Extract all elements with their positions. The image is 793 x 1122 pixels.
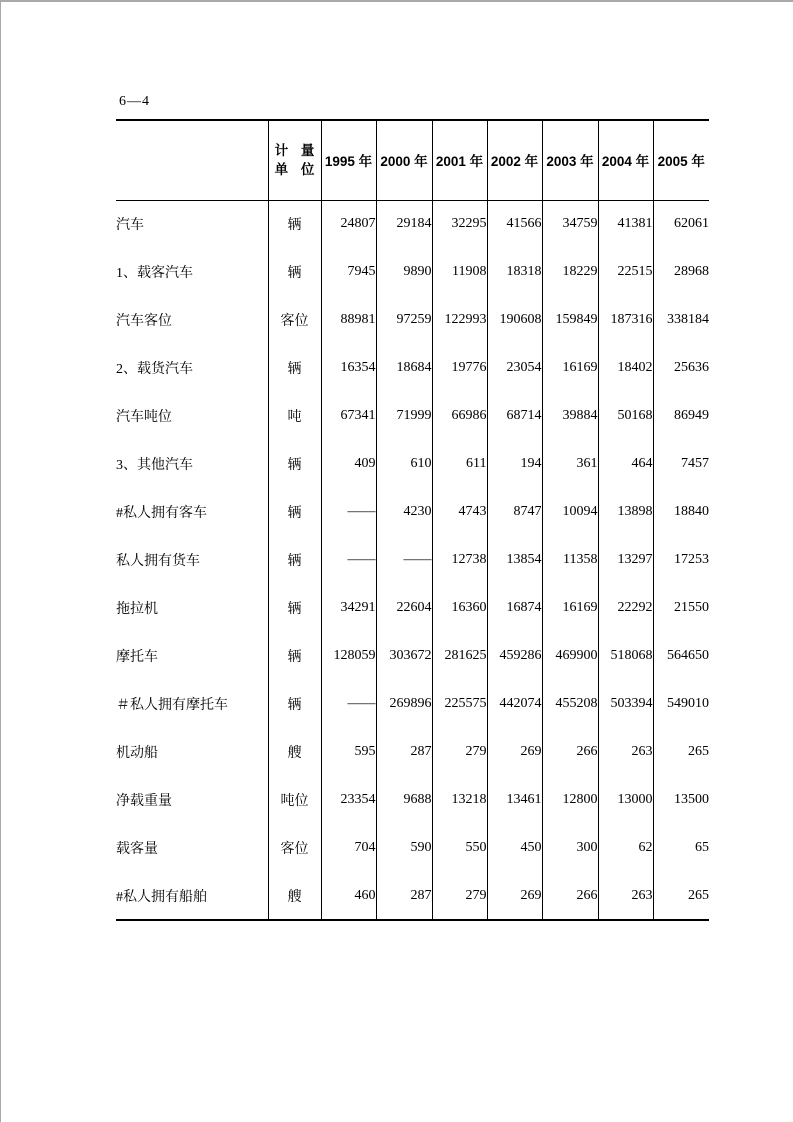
table-row <box>116 728 709 776</box>
row-value: 71999 <box>376 392 432 440</box>
row-unit: 客位 <box>268 824 321 872</box>
row-value: 281625 <box>432 632 487 680</box>
row-label: 2、载货汽车 <box>116 362 193 377</box>
row-value: 11908 <box>432 248 487 296</box>
vehicle-statistics-table <box>116 119 709 921</box>
row-value: 9890 <box>376 248 432 296</box>
row-label: 汽车客位 <box>116 314 172 329</box>
row-value: 469900 <box>542 632 598 680</box>
row-value: 7457 <box>653 440 709 488</box>
table-row <box>116 680 709 728</box>
row-value: 122993 <box>432 296 487 344</box>
table-row <box>116 440 709 488</box>
unit-header-line1: 计 量 <box>274 143 315 159</box>
row-label: #私人拥有客车 <box>116 506 207 521</box>
row-value: —— <box>376 536 432 584</box>
row-label: 摩托车 <box>116 650 158 665</box>
row-value: 34291 <box>321 584 376 632</box>
row-value: 32295 <box>432 200 487 248</box>
row-label: 汽车吨位 <box>116 410 172 425</box>
row-value: 287 <box>376 728 432 776</box>
table-row <box>116 200 709 248</box>
row-value: 16874 <box>487 584 542 632</box>
row-value: 263 <box>598 872 653 920</box>
row-value: 503394 <box>598 680 653 728</box>
row-value: 409 <box>321 440 376 488</box>
year-column-header-1995: 1995 年 <box>321 120 376 200</box>
row-value: 610 <box>376 440 432 488</box>
table-row <box>116 296 709 344</box>
row-unit: 客位 <box>268 296 321 344</box>
year-column-header-2005: 2005 年 <box>653 120 709 200</box>
row-value: 67341 <box>321 392 376 440</box>
row-value: 518068 <box>598 632 653 680</box>
row-value: 269 <box>487 872 542 920</box>
table-row <box>116 344 709 392</box>
row-value: 65 <box>653 824 709 872</box>
row-value: 24807 <box>321 200 376 248</box>
header-row <box>116 120 709 200</box>
row-value: 13000 <box>598 776 653 824</box>
row-value: 23054 <box>487 344 542 392</box>
row-value: 86949 <box>653 392 709 440</box>
table-row <box>116 248 709 296</box>
table-row <box>116 824 709 872</box>
row-unit: 辆 <box>268 200 321 248</box>
row-value: 10094 <box>542 488 598 536</box>
row-value: 450 <box>487 824 542 872</box>
row-value: 17253 <box>653 536 709 584</box>
row-value: 194 <box>487 440 542 488</box>
row-value: 300 <box>542 824 598 872</box>
row-value: 19776 <box>432 344 487 392</box>
row-value: 13461 <box>487 776 542 824</box>
row-value: 13218 <box>432 776 487 824</box>
row-unit: 辆 <box>268 440 321 488</box>
row-value: 21550 <box>653 584 709 632</box>
row-value: 266 <box>542 728 598 776</box>
row-value: 25636 <box>653 344 709 392</box>
row-value: 265 <box>653 872 709 920</box>
row-value: 62061 <box>653 200 709 248</box>
table-row <box>116 584 709 632</box>
table-row <box>116 536 709 584</box>
table-row <box>116 872 709 920</box>
row-value: 704 <box>321 824 376 872</box>
row-value: 595 <box>321 728 376 776</box>
row-value: 4230 <box>376 488 432 536</box>
row-value: 464 <box>598 440 653 488</box>
row-unit: 艘 <box>268 728 321 776</box>
row-unit: 吨 <box>268 392 321 440</box>
row-value: —— <box>321 488 376 536</box>
row-value: 97259 <box>376 296 432 344</box>
row-value: 18318 <box>487 248 542 296</box>
row-value: 550 <box>432 824 487 872</box>
row-value: 18229 <box>542 248 598 296</box>
year-column-header-2004: 2004 年 <box>598 120 653 200</box>
row-value: 460 <box>321 872 376 920</box>
row-value: 41566 <box>487 200 542 248</box>
row-value: 564650 <box>653 632 709 680</box>
row-value: 287 <box>376 872 432 920</box>
row-label: 汽车 <box>116 218 144 234</box>
row-value: 39884 <box>542 392 598 440</box>
row-value: 128059 <box>321 632 376 680</box>
table-body <box>116 200 709 920</box>
row-value: 269896 <box>376 680 432 728</box>
row-value: 23354 <box>321 776 376 824</box>
table-row <box>116 392 709 440</box>
row-unit: 辆 <box>268 584 321 632</box>
row-value: 159849 <box>542 296 598 344</box>
row-label: 机动船 <box>116 746 158 761</box>
row-value: 88981 <box>321 296 376 344</box>
row-unit: 辆 <box>268 344 321 392</box>
row-label: 1、载客汽车 <box>116 266 193 281</box>
year-column-header-2001: 2001 年 <box>432 120 487 200</box>
row-value: 16169 <box>542 344 598 392</box>
row-value: 303672 <box>376 632 432 680</box>
row-unit: 辆 <box>268 680 321 728</box>
row-value: 41381 <box>598 200 653 248</box>
row-value: 279 <box>432 728 487 776</box>
row-value: 13297 <box>598 536 653 584</box>
row-label: 载客量 <box>116 842 158 857</box>
row-value: 12800 <box>542 776 598 824</box>
row-value: 459286 <box>487 632 542 680</box>
row-value: 16169 <box>542 584 598 632</box>
row-value: 549010 <box>653 680 709 728</box>
row-unit: 艘 <box>268 872 321 920</box>
year-column-header-2003: 2003 年 <box>542 120 598 200</box>
row-unit: 辆 <box>268 632 321 680</box>
row-value: 18840 <box>653 488 709 536</box>
row-value: —— <box>321 536 376 584</box>
row-value: 22292 <box>598 584 653 632</box>
row-value: 190608 <box>487 296 542 344</box>
row-value: 13898 <box>598 488 653 536</box>
row-unit: 辆 <box>268 536 321 584</box>
row-value: 28968 <box>653 248 709 296</box>
table-row <box>116 488 709 536</box>
row-label: 拖拉机 <box>116 602 158 617</box>
row-value: 66986 <box>432 392 487 440</box>
row-unit: 辆 <box>268 488 321 536</box>
row-value: —— <box>321 680 376 728</box>
year-column-header-2002: 2002 年 <box>487 120 542 200</box>
table-row <box>116 632 709 680</box>
row-value: 266 <box>542 872 598 920</box>
row-value: 29184 <box>376 200 432 248</box>
row-value: 16354 <box>321 344 376 392</box>
row-value: 265 <box>653 728 709 776</box>
row-value: 22604 <box>376 584 432 632</box>
unit-header-line2: 单 位 <box>274 162 315 178</box>
row-value: 263 <box>598 728 653 776</box>
row-unit: 吨位 <box>268 776 321 824</box>
row-value: 11358 <box>542 536 598 584</box>
row-value: 68714 <box>487 392 542 440</box>
row-label: #私人拥有船舶 <box>116 889 207 905</box>
row-value: 50168 <box>598 392 653 440</box>
row-value: 9688 <box>376 776 432 824</box>
row-value: 18684 <box>376 344 432 392</box>
table-row <box>116 776 709 824</box>
row-value: 22515 <box>598 248 653 296</box>
table-number-label: 6—4 <box>119 94 150 109</box>
row-value: 4743 <box>432 488 487 536</box>
row-value: 62 <box>598 824 653 872</box>
unit-column-header <box>268 120 321 200</box>
row-value: 279 <box>432 872 487 920</box>
row-label-header <box>116 120 268 200</box>
row-value: 187316 <box>598 296 653 344</box>
row-value: 18402 <box>598 344 653 392</box>
row-value: 590 <box>376 824 432 872</box>
row-value: 225575 <box>432 680 487 728</box>
row-value: 7945 <box>321 248 376 296</box>
row-value: 12738 <box>432 536 487 584</box>
row-label: 净载重量 <box>116 794 172 809</box>
row-value: 442074 <box>487 680 542 728</box>
row-value: 13500 <box>653 776 709 824</box>
year-column-header-2000: 2000 年 <box>376 120 432 200</box>
row-value: 16360 <box>432 584 487 632</box>
row-label: ＃私人拥有摩托车 <box>116 698 228 713</box>
row-value: 361 <box>542 440 598 488</box>
row-value: 34759 <box>542 200 598 248</box>
row-value: 455208 <box>542 680 598 728</box>
row-value: 8747 <box>487 488 542 536</box>
row-label: 3、其他汽车 <box>116 458 193 473</box>
row-value: 611 <box>432 440 487 488</box>
row-label: 私人拥有货车 <box>116 554 200 569</box>
row-value: 13854 <box>487 536 542 584</box>
row-value: 269 <box>487 728 542 776</box>
row-value: 338184 <box>653 296 709 344</box>
row-unit: 辆 <box>268 248 321 296</box>
